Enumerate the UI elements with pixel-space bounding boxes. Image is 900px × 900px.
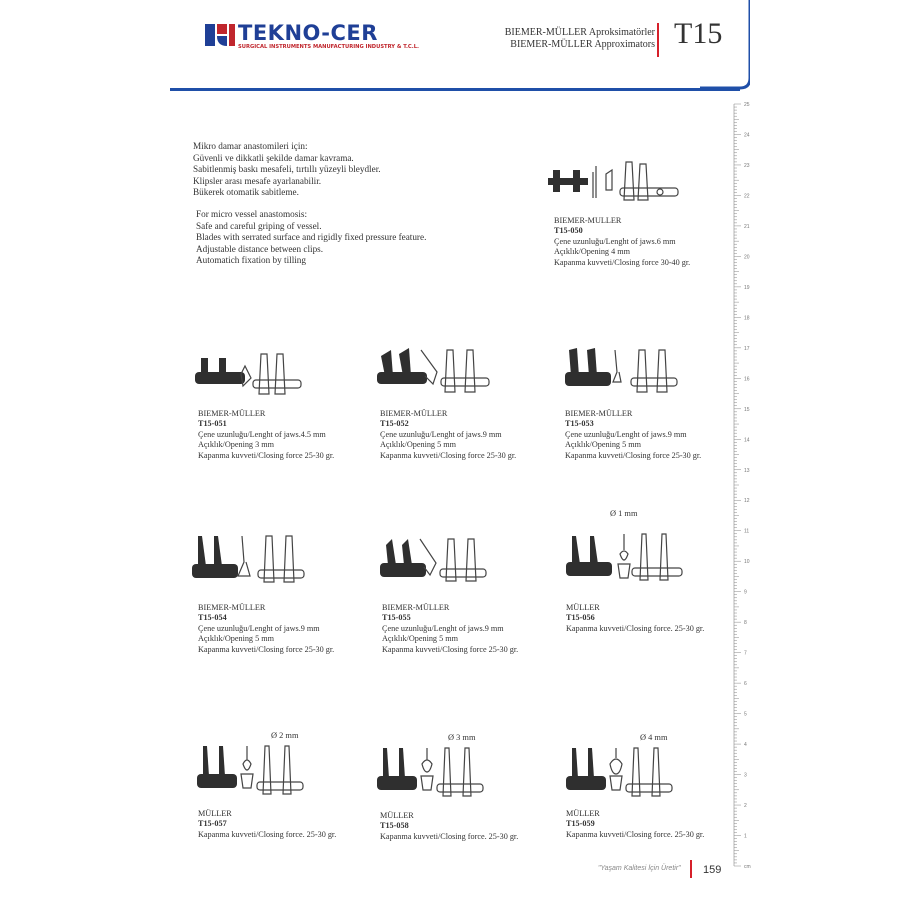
product-spec: Açıklık/Opening 5 mm [565, 440, 641, 450]
ruler-label: 1 [744, 833, 747, 840]
header-separator [657, 23, 659, 57]
intro-en-line: Safe and careful griping of vessel. [196, 220, 322, 231]
product-code: T15-054 [198, 613, 227, 623]
product-caption [380, 409, 516, 461]
intro-en-line: For micro vessel anastomosis: [196, 209, 308, 219]
product-caption [198, 603, 334, 655]
product-name: BIEMER-MÜLLER [565, 409, 633, 418]
logo-subtitle: SURGICAL INSTRUMENTS MANUFACTURING INDUSTRY & T.C.L. [238, 44, 419, 50]
product-spec: Kapanma kuvveti/Closing force. 25-30 gr. [198, 829, 337, 839]
product-caption [566, 809, 704, 840]
ruler-label: 16 [744, 376, 750, 383]
ruler-label: 21 [744, 223, 750, 230]
footer-separator [690, 860, 692, 878]
diameter-label: Ø 3 mm [448, 733, 476, 742]
product-caption [554, 216, 690, 268]
header-rule [170, 88, 740, 91]
product-image-t15-058 [377, 744, 487, 804]
product-caption [380, 811, 518, 842]
diameter-label: Ø 1 mm [610, 509, 638, 518]
intro-en-line: Automatich fixation by tilling [196, 255, 306, 266]
product-name: MÜLLER [566, 603, 600, 612]
intro-tr-line: Güvenli ve dikkatli şekilde damar kavrama. [193, 152, 354, 163]
intro-tr-line: Klipsler arası mesafe ayarlanabilir. [193, 175, 322, 186]
product-spec: Çene uzunluğu/Lenght of jaws.9 mm [198, 623, 320, 633]
product-code: T15-057 [198, 819, 227, 829]
product-code: T15-056 [566, 613, 595, 623]
ruler-label: 25 [744, 102, 750, 108]
product-caption [198, 809, 336, 840]
ruler-label: 12 [744, 498, 750, 505]
ruler-label: 23 [744, 162, 750, 169]
product-image-t15-059 [566, 744, 676, 804]
product-code: T15-053 [565, 419, 594, 429]
product-spec: Kapanma kuvveti/Closing force 30-40 gr. [554, 257, 691, 267]
product-image-t15-055 [380, 535, 495, 590]
product-spec: Açıklık/Opening 5 mm [380, 440, 456, 450]
product-spec: Kapanma kuvveti/Closing force. 25-30 gr. [566, 623, 705, 633]
ruler-label: 15 [744, 406, 750, 413]
product-spec: Açıklık/Opening 3 mm [198, 440, 274, 450]
intro-en-line: Adjustable distance between clips. [196, 243, 324, 254]
product-image-t15-050 [548, 160, 698, 210]
intro-en-line: Blades with serrated surface and rigidly fixed pressure feature. [196, 232, 427, 243]
centimeter-ruler [733, 100, 753, 870]
ruler-label: 18 [744, 315, 750, 322]
page-number: 159 [703, 864, 722, 876]
header-title-en: BIEMER-MÜLLER Approximators [510, 39, 655, 50]
ruler-label: 2 [744, 803, 747, 810]
ruler-label: 5 [744, 711, 747, 718]
product-image-t15-051 [195, 352, 305, 402]
product-caption [382, 603, 518, 655]
ruler-label: 13 [744, 467, 750, 474]
intro-tr-line: Bükerek otomatik sabitleme. [193, 187, 299, 198]
product-code: T15-055 [382, 613, 411, 623]
header-title-tr: BIEMER-MÜLLER Aproksimatörler [504, 27, 655, 38]
ruler-label: 14 [744, 437, 750, 444]
ruler-label: 20 [744, 254, 750, 261]
product-spec: Kapanma kuvveti/Closing force 25-30 gr. [380, 450, 517, 460]
ruler-label: 19 [744, 284, 750, 291]
intro-tr-line: Sabitlenmiş baskı mesafeli, tırtıllı yüzeyli bleydler. [193, 164, 381, 175]
product-spec: Kapanma kuvveti/Closing force 25-30 gr. [565, 450, 702, 460]
product-image-t15-057 [197, 742, 307, 802]
product-spec: Çene uzunluğu/Lenght of jaws.6 mm [554, 236, 676, 246]
product-spec: Çene uzunluğu/Lenght of jaws.4.5 mm [198, 429, 326, 439]
ruler-label: 11 [744, 528, 750, 535]
footer-slogan: "Yaşam Kalitesi İçin Üretir" [598, 865, 681, 872]
section-code: T15 [674, 17, 723, 50]
product-caption [565, 409, 701, 461]
intro-tr [193, 141, 381, 199]
product-code: T15-059 [566, 819, 595, 829]
product-name: MÜLLER [380, 811, 414, 820]
ruler-label: 6 [744, 681, 747, 688]
diameter-label: Ø 2 mm [271, 731, 299, 740]
ruler-label: 3 [744, 772, 747, 779]
product-spec: Çene uzunluğu/Lenght of jaws.9 mm [380, 429, 502, 439]
ruler-label: 8 [744, 620, 747, 627]
product-image-t15-053 [565, 346, 680, 401]
product-spec: Kapanma kuvveti/Closing force 25-30 gr. [198, 450, 335, 460]
product-code: T15-050 [554, 226, 583, 236]
ruler-label: 17 [744, 345, 750, 352]
product-spec: Kapanma kuvveti/Closing force 25-30 gr. [382, 644, 519, 654]
product-code: T15-058 [380, 821, 409, 831]
product-spec: Kapanma kuvveti/Closing force 25-30 gr. [198, 644, 335, 654]
product-spec: Açıklık/Opening 5 mm [198, 634, 274, 644]
product-name: BIEMER-MULLER [554, 216, 622, 225]
ruler-label: 9 [744, 589, 747, 596]
intro-tr-line: Mikro damar anastomileri için: [193, 141, 308, 151]
product-spec: Açıklık/Opening 5 mm [382, 634, 458, 644]
product-image-t15-056 [566, 530, 686, 590]
product-image-t15-054 [192, 532, 307, 592]
logo-text: TEKNO-CER [238, 21, 378, 45]
ruler-label: 7 [744, 650, 747, 657]
product-image-t15-052 [377, 346, 492, 401]
ruler-label: 24 [744, 132, 750, 139]
product-name: MÜLLER [566, 809, 600, 818]
product-caption [566, 603, 704, 634]
ruler-label: cm [744, 864, 751, 870]
product-spec: Açıklık/Opening 4 mm [554, 247, 630, 257]
product-name: MÜLLER [198, 809, 232, 818]
ruler-label: 10 [744, 559, 750, 566]
product-code: T15-052 [380, 419, 409, 429]
ruler-label: 4 [744, 742, 747, 749]
diameter-label: Ø 4 mm [640, 733, 668, 742]
product-name: BIEMER-MÜLLER [198, 603, 266, 612]
product-name: BIEMER-MÜLLER [198, 409, 266, 418]
product-spec: Kapanma kuvveti/Closing force. 25-30 gr. [380, 831, 519, 841]
product-spec: Çene uzunluğu/Lenght of jaws.9 mm [382, 623, 504, 633]
product-name: BIEMER-MÜLLER [382, 603, 450, 612]
ruler-label: 22 [744, 193, 750, 200]
product-spec: Kapanma kuvveti/Closing force. 25-30 gr. [566, 829, 705, 839]
product-code: T15-051 [198, 419, 227, 429]
product-caption [198, 409, 334, 461]
product-name: BIEMER-MÜLLER [380, 409, 448, 418]
intro-en [196, 209, 426, 267]
product-spec: Çene uzunluğu/Lenght of jaws.9 mm [565, 429, 687, 439]
